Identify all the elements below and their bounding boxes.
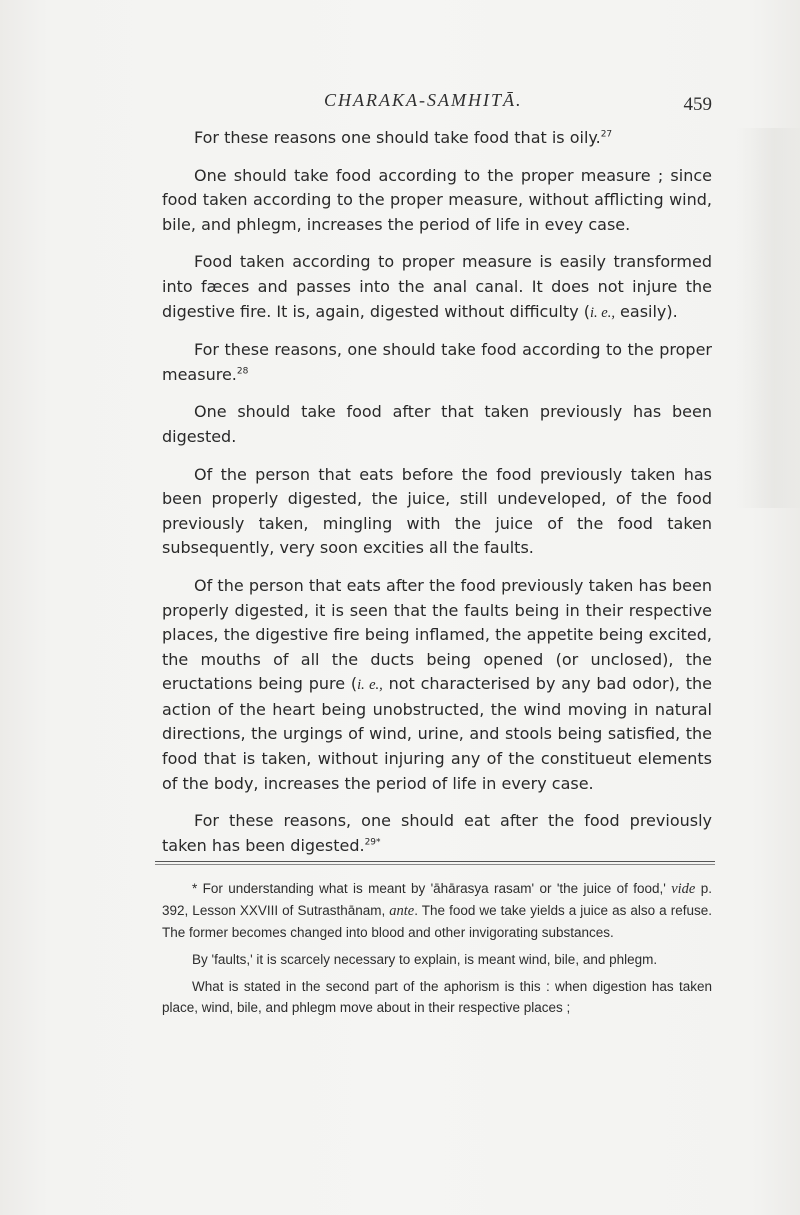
- paragraph-8: [162, 809, 712, 858]
- paragraph-3-text-a: Food taken according to proper measure is easily transformed into fæces and passes into the anal canal. It does not injure the digestive fire. It is, again, digested without difficulty (: [162, 252, 712, 321]
- paragraph-3-text-b: easily).: [614, 301, 678, 321]
- paragraph-1: [162, 126, 712, 151]
- footnote-rule: [155, 861, 715, 862]
- note-marker-28: 28: [236, 366, 249, 377]
- footnote-1-text-b: p. 392, Lesson XXVIII of Sutrasthānam,: [162, 881, 712, 918]
- main-text: [162, 126, 712, 871]
- page-header: [162, 88, 712, 120]
- footnote-1-ante: ante: [389, 903, 415, 919]
- footnotes: [162, 878, 712, 1024]
- footnote-1-text-c: . The food we take yields a juice as also a refuse. The former becomes changed into blood and other invigorating substances.: [162, 903, 712, 940]
- paragraph-3-ie: i. e.,: [589, 304, 615, 321]
- footnote-rule-double: [155, 864, 715, 865]
- page-number: 459: [683, 94, 712, 115]
- paragraph-5: One should take food after that taken previously has been digested.: [162, 402, 712, 446]
- paragraph-3: [162, 250, 712, 325]
- footnote-2: By 'faults,' it is scarcely necessary to explain, is meant wind, bile, and phlegm.: [192, 952, 658, 967]
- paragraph-7-ie: i. e.,: [357, 677, 383, 694]
- paragraph-2: One should take food according to the proper measure ; since food taken according to the proper measure, without afflicting wind, bile, and phlegm, increases the period of life in evey case.: [162, 165, 712, 234]
- paragraph-8-text: For these reasons, one should eat after the food previously taken has been digested.: [162, 811, 712, 855]
- paragraph-4-text: For these reasons, one should take food according to the proper measure.: [162, 340, 712, 384]
- footnote-1-text-a: * For understanding what is meant by 'āhārasya rasam' or 'the juice of food,': [192, 881, 672, 896]
- paragraph-7: [162, 574, 712, 796]
- note-marker-27: 27: [600, 129, 613, 140]
- running-head: CHARAKA-SAMHITĀ.: [324, 90, 523, 110]
- footnote-3: What is stated in the second part of the aphorism is this : when digestion has taken place, wind, bile, and phlegm move about in their respective places ;: [162, 979, 712, 1015]
- note-marker-29: 29*: [364, 837, 381, 848]
- paragraph-1-text: For these reasons one should take food that is oily.: [194, 128, 601, 147]
- paragraph-7-text-a: Of the person that eats after the food previously taken has been properly digested, it is seen that the faults being in their respective places, the digestive fire being inflamed, the appetite being excited, the mouths of all the ducts being opened (or unclosed), the eructations being pure (: [162, 575, 712, 694]
- show-through-shadow: [736, 128, 800, 508]
- paragraph-7-text-b: not characterised by any bad odor), the action of the heart being unobstructed, the wind moving in natural directions, the urgings of wind, urine, and stools being satisfied, the food that is taken, without injuring any of the constitueut elements of the body, increases the period of life in every case.: [162, 674, 712, 793]
- paragraph-6: Of the person that eats before the food previously taken has been properly digested, the juice, still undeveloped, of the food previously taken, mingling with the juice of the food taken subsequently, very soon excities all the faults.: [162, 464, 712, 558]
- footnote-1-vide: vide: [671, 881, 696, 897]
- footnote-1: [162, 878, 712, 943]
- paragraph-4: [162, 338, 712, 387]
